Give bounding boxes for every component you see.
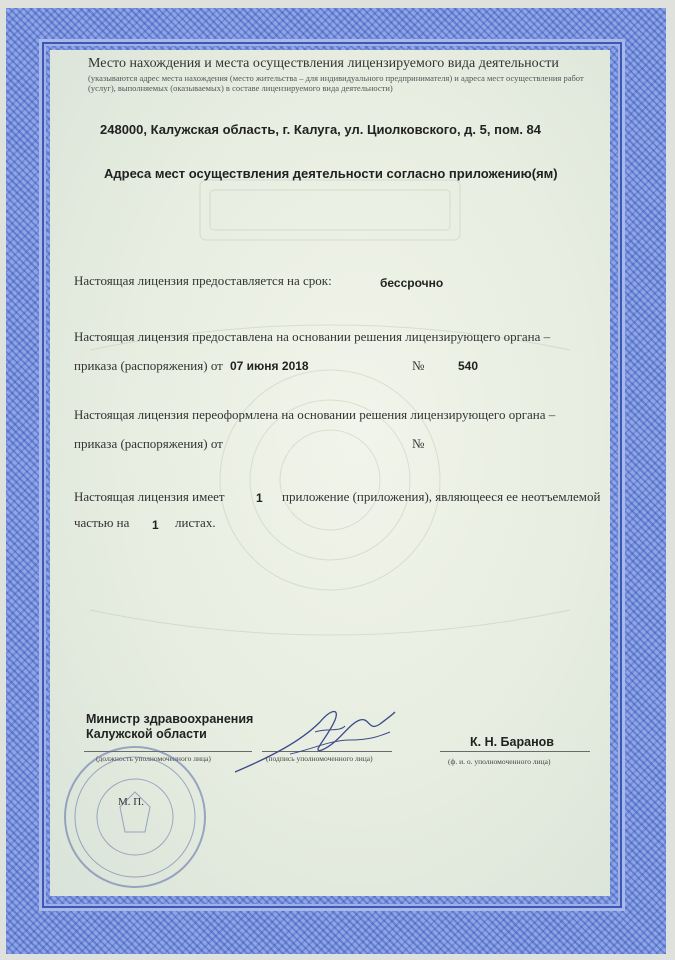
handwritten-signature bbox=[230, 702, 400, 782]
grant-line1: Настоящая лицензия предоставлена на основании решения лицензирующего органа – bbox=[74, 329, 551, 344]
signer-position-line2: Калужской области bbox=[86, 727, 207, 741]
license-address: 248000, Калужская область, г. Калуга, ул. Циолковского, д. 5, пом. 84 bbox=[100, 122, 542, 137]
appendix-label: Настоящая лицензия имеет bbox=[74, 489, 225, 504]
grant-order-label: приказа (распоряжения) от bbox=[74, 358, 223, 373]
appendix-sheets: 1 bbox=[152, 518, 159, 532]
appendix-label-2: приложение (приложения), являющееся ее неотъемлемой bbox=[282, 489, 601, 504]
name-underline bbox=[440, 751, 590, 752]
caption-name: (ф. и. о. уполномоченного лица) bbox=[448, 757, 551, 766]
reissue-order-label: приказа (распоряжения) от bbox=[74, 436, 223, 451]
term-label: Настоящая лицензия предоставляется на срок: bbox=[74, 273, 332, 288]
grant-number: 540 bbox=[458, 359, 479, 373]
official-seal bbox=[60, 742, 210, 892]
signer-name: К. Н. Баранов bbox=[470, 735, 554, 749]
appendix-label-4: листах. bbox=[175, 515, 216, 530]
signer-position-line1: Министр здравоохранения bbox=[86, 712, 254, 726]
section-subtitle: (указываются адрес места нахождения (место жительства – для индивидуального предпринимателя) и адреса мест осуществления работ (услуг), выполняемых (оказываемых) в составе лицензируемого вида деятельности) bbox=[88, 73, 584, 93]
term-value: бессрочно bbox=[380, 276, 444, 290]
grant-number-sign: № bbox=[412, 358, 425, 373]
caption-signature: (подпись уполномоченного лица) bbox=[266, 754, 373, 763]
reissue-number-sign: № bbox=[412, 436, 425, 451]
stamp-label: М. П. bbox=[118, 796, 144, 808]
caption-position: (должность уполномоченного лица) bbox=[96, 754, 211, 763]
appendix-count: 1 bbox=[256, 491, 263, 505]
section-title: Место нахождения и места осуществления лицензируемого вида деятельности bbox=[88, 56, 559, 71]
addresses-note: Адреса мест осуществления деятельности согласно приложению(ям) bbox=[104, 166, 558, 181]
appendix-label-3: частью на bbox=[74, 515, 130, 530]
reissue-line1: Настоящая лицензия переоформлена на основании решения лицензирующего органа – bbox=[74, 407, 556, 422]
grant-date: 07 июня 2018 bbox=[230, 359, 309, 373]
